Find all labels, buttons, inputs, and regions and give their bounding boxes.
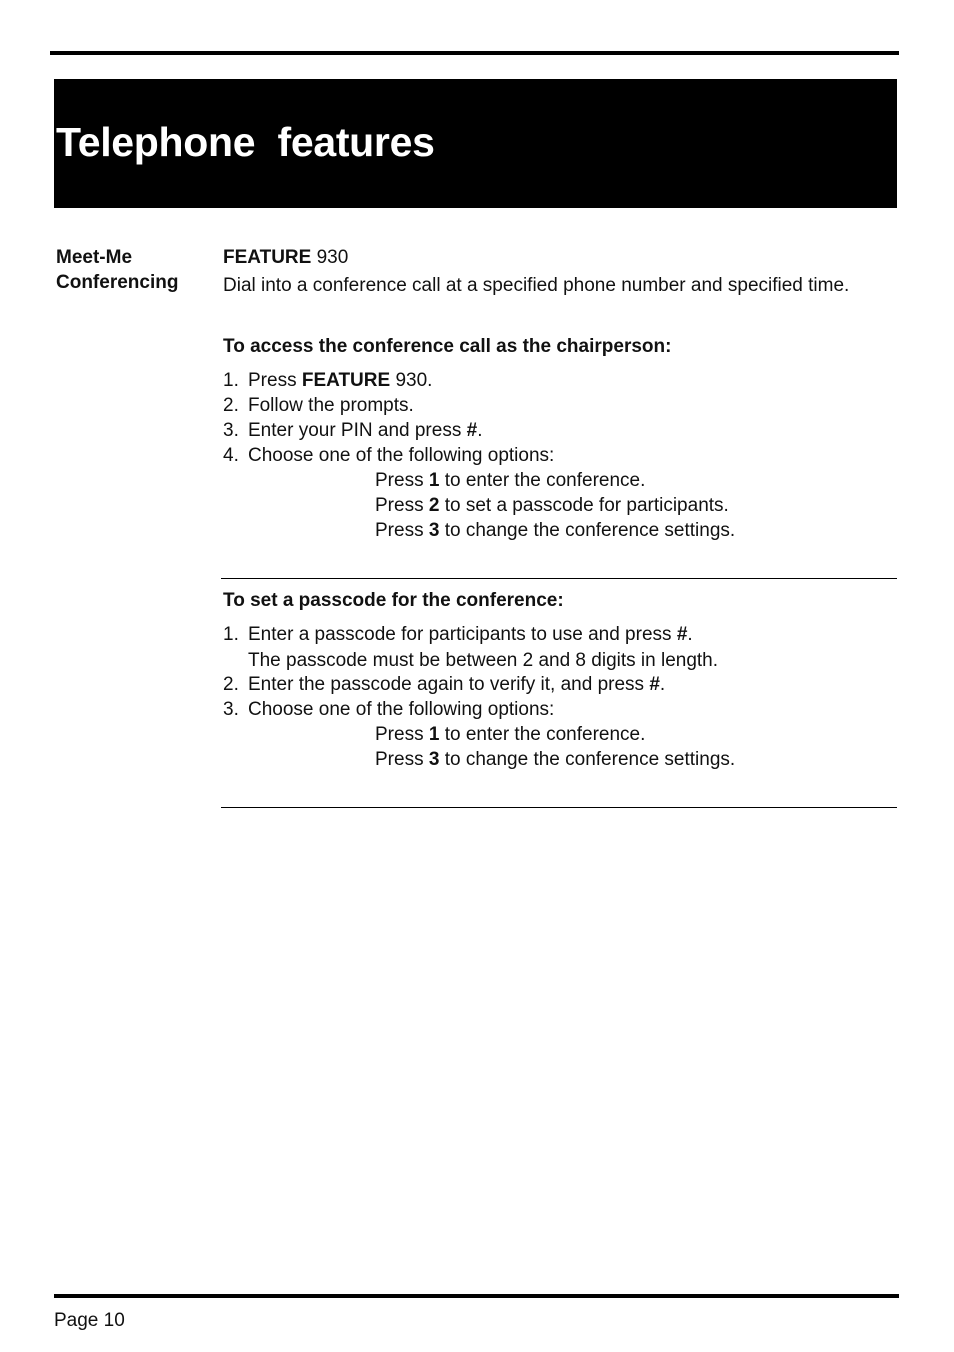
section-label [56,245,216,295]
passcode-step-3: Choose one of the following options: [248,699,555,720]
passcode-step-3-num: 3. [223,699,239,720]
feature-description: Dial into a conference call at a specified phone number and specified time. [223,275,850,296]
chair-heading: To access the conference call as the chairperson: [223,336,672,357]
section-divider [221,578,897,579]
chair-option: Press 3 to change the conference settings. [375,520,736,541]
bottom-rule [54,1294,899,1298]
passcode-option: Press 1 to enter the conference. [375,724,646,745]
chair-step-3-num: 3. [223,420,239,441]
passcode-option: Press 3 to change the conference settings. [375,749,736,770]
chair-step-1: Press FEATURE 930. [248,370,433,391]
section-divider [221,807,897,808]
top-rule [50,51,899,55]
chair-step-1-num: 1. [223,370,239,391]
passcode-step-1-note: The passcode must be between 2 and 8 digits in length. [248,650,719,671]
passcode-step-2-num: 2. [223,674,239,695]
passcode-step-1-num: 1. [223,624,239,645]
passcode-step-2: Enter the passcode again to verify it, and press #. [248,674,666,695]
chair-option: Press 1 to enter the conference. [375,470,646,491]
chair-option: Press 2 to set a passcode for participants. [375,495,729,516]
title-band [54,79,897,208]
page-title: Telephone features [56,119,435,165]
section-label-line1: Meet-Me [56,247,133,268]
passcode-step-1: Enter a passcode for participants to use and press #. [248,624,693,645]
chair-step-4: Choose one of the following options: [248,445,555,466]
page-number: Page 10 [54,1310,125,1331]
chair-step-2-num: 2. [223,395,239,416]
feature-keyword: FEATURE [223,247,312,268]
section-label-line2: Conferencing [56,272,179,293]
passcode-heading: To set a passcode for the conference: [223,590,564,611]
chair-step-2: Follow the prompts. [248,395,414,416]
chair-step-3: Enter your PIN and press #. [248,420,483,441]
chair-step-4-num: 4. [223,445,239,466]
feature-code: 930 [316,247,349,268]
feature-code-line [223,245,348,270]
